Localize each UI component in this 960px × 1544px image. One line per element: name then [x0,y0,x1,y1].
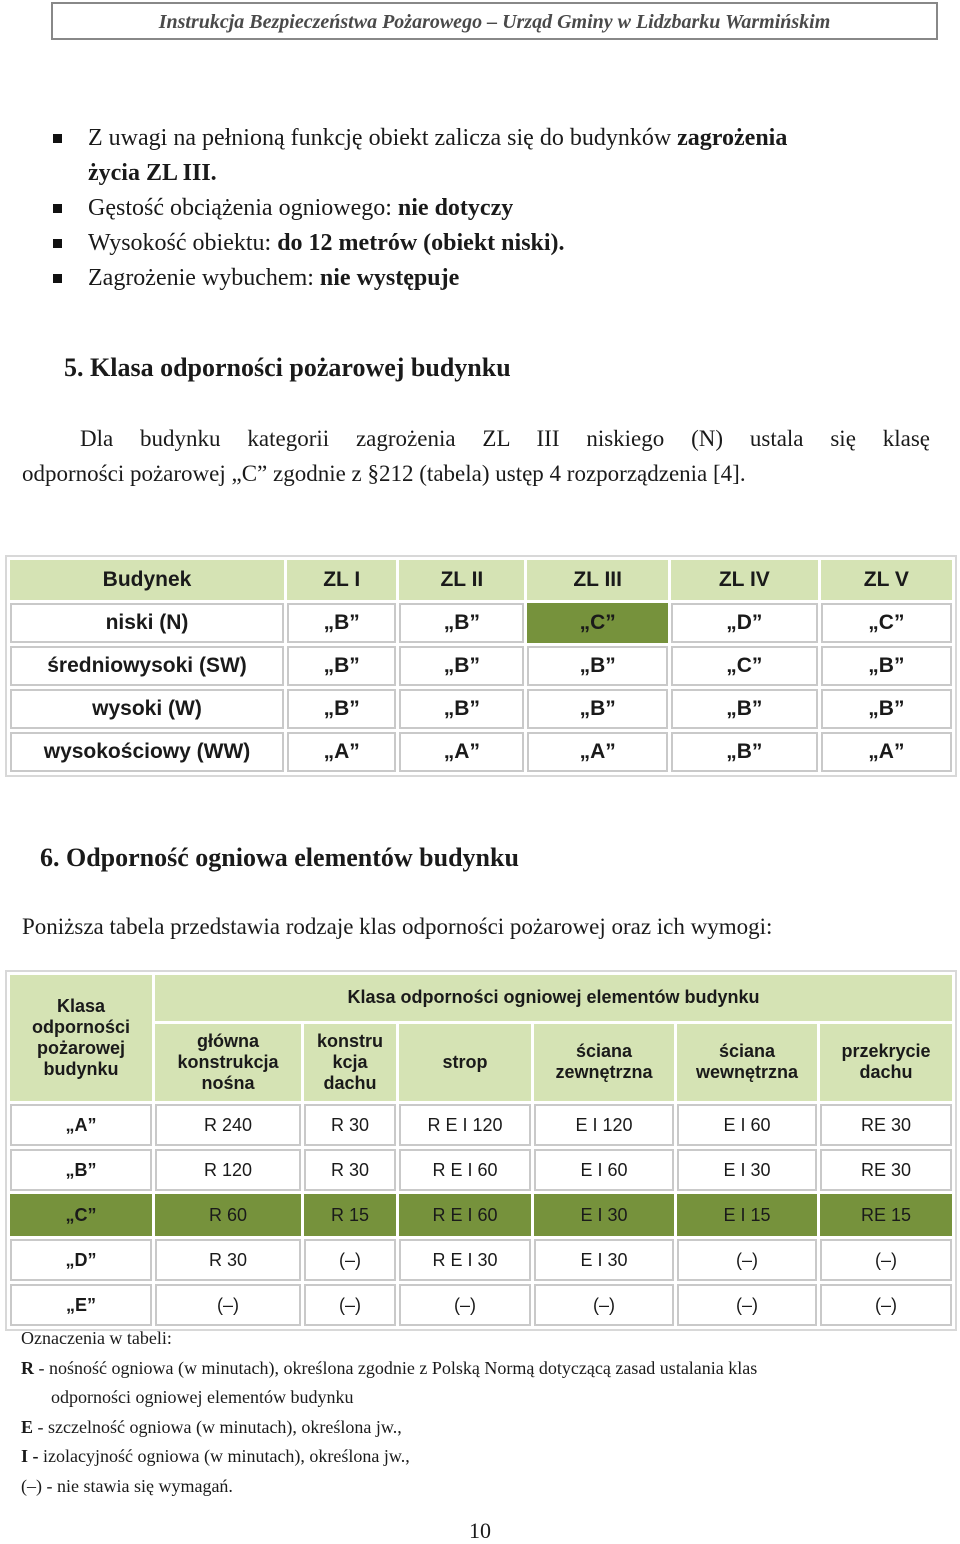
table-cell: „B” [399,646,524,686]
table-cell: (–) [304,1239,396,1281]
table-row [10,646,952,686]
class-label: „E” [10,1284,152,1326]
table-cell: E I 30 [534,1239,674,1281]
table-cell: E I 60 [534,1149,674,1191]
table-legend [21,1324,921,1501]
table-cell: E I 15 [677,1194,817,1236]
square-bullet-icon [53,134,62,143]
row-label: niski (N) [10,603,284,643]
square-bullet-icon [53,274,62,283]
square-bullet-icon [53,204,62,213]
table-cell: E I 30 [677,1149,817,1191]
fire-resistance-table [5,970,957,1331]
legend-item-i: I - izolacyjność ogniowa (w minutach), określona jw., [21,1446,410,1466]
table-row [10,1149,952,1191]
document-header: Instrukcja Bezpieczeństwa Pożarowego – Urząd Gminy w Lidzbarku Warmińskim [51,2,938,40]
column-header: główna konstrukcja nośna [155,1024,301,1101]
legend-item-r: R - nośność ogniowa (w minutach), określona zgodnie z Polską Normą dotyczącą zasad ustalania klas [21,1357,758,1378]
table-row [10,603,952,643]
table-cell: „B” [821,646,952,686]
row-label: średniowysoki (SW) [10,646,284,686]
table-cell: „A” [287,732,396,772]
table-cell: R 240 [155,1104,301,1146]
section-6-intro: Poniższa tabela przedstawia rodzaje klas odporności pożarowej oraz ich wymogi: [22,914,773,939]
table-cell: „B” [399,603,524,643]
table-cell: „B” [527,689,668,729]
class-label: „C” [10,1194,152,1236]
bullet-item: Gęstość obciążenia ogniowego: nie dotyczy [50,191,930,226]
corner-header: Klasa odporności pożarowej budynku [10,975,152,1101]
bullet-item: Zagrożenie wybuchem: nie występuje [50,261,930,296]
section-5-paragraph: Dla budynku kategorii zagrożenia ZL III niskiego (N) ustala się klasę odporności pożarowej „C” zgodnie z §212 (tabela) ustęp 4 rozporządzenia [4]. [22,426,930,486]
table-cell: R 15 [304,1194,396,1236]
table-cell: E I 30 [534,1194,674,1236]
section-5-heading: 5. Klasa odporności pożarowej budynku [64,353,511,382]
table-cell: E I 60 [677,1104,817,1146]
table-cell: R 60 [155,1194,301,1236]
column-header: ZL IV [671,560,818,600]
table-cell: „C” [671,646,818,686]
table-cell: „A” [527,732,668,772]
table-cell: (–) [399,1284,531,1326]
table-header-row [10,560,952,600]
table-cell: R 30 [304,1149,396,1191]
table-cell: „B” [399,689,524,729]
table-cell: R E I 60 [399,1149,531,1191]
column-header: konstru kcja dachu [304,1024,396,1101]
table-cell: „B” [287,689,396,729]
table-cell: E I 120 [534,1104,674,1146]
column-header: ZL II [399,560,524,600]
table-row [10,1104,952,1146]
table-cell: (–) [155,1284,301,1326]
table-cell: (–) [534,1284,674,1326]
table-cell: „B” [287,646,396,686]
bullet-item: Z uwagi na pełnioną funkcję obiekt zalicza się do budynków zagrożenia życia ZL III. [50,121,930,191]
table-cell: „B” [821,689,952,729]
table-row [10,1284,952,1326]
table-cell: „B” [671,732,818,772]
table-row [10,1239,952,1281]
row-label: wysokościowy (WW) [10,732,284,772]
square-bullet-icon [53,239,62,248]
table-cell: (–) [304,1284,396,1326]
column-header: ściana zewnętrzna [534,1024,674,1101]
column-header: Budynek [10,560,284,600]
table-cell: (–) [820,1284,952,1326]
legend-title: Oznaczenia w tabeli: [21,1328,172,1348]
section-6-heading: 6. Odporność ogniowa elementów budynku [40,843,519,872]
table-cell: RE 30 [820,1149,952,1191]
table-cell: „B” [287,603,396,643]
column-header: przekrycie dachu [820,1024,952,1101]
column-header: ZL V [821,560,952,600]
highlighted-cell: „C” [527,603,668,643]
table-cell: (–) [677,1239,817,1281]
table-header-row [10,975,952,1021]
highlighted-row [10,1194,952,1236]
bullet-item: Wysokość obiektu: do 12 metrów (obiekt niski). [50,226,930,261]
fire-class-table [5,555,957,777]
table-cell: R E I 30 [399,1239,531,1281]
legend-item-e: E - szczelność ogniowa (w minutach), określona jw., [21,1416,402,1437]
table-cell: R 30 [304,1104,396,1146]
table-cell: „A” [399,732,524,772]
row-label: wysoki (W) [10,689,284,729]
column-header: ściana wewnętrzna [677,1024,817,1101]
class-label: „D” [10,1239,152,1281]
table-cell: „B” [527,646,668,686]
table-cell: „A” [821,732,952,772]
table-cell: RE 30 [820,1104,952,1146]
legend-item-dash: (–) - nie stawia się wymagań. [21,1475,233,1496]
class-label: „B” [10,1149,152,1191]
table-cell: (–) [820,1239,952,1281]
table-cell: R E I 120 [399,1104,531,1146]
column-header: ZL I [287,560,396,600]
table-cell: „B” [671,689,818,729]
column-header: strop [399,1024,531,1101]
class-label: „A” [10,1104,152,1146]
table-cell: (–) [677,1284,817,1326]
column-header: ZL III [527,560,668,600]
page-number: 10 [469,1518,491,1543]
table-cell: R 30 [155,1239,301,1281]
table-cell: R 120 [155,1149,301,1191]
table-row [10,732,952,772]
table-cell: R E I 60 [399,1194,531,1236]
bullet-list [50,121,930,296]
legend-item-r-continued: odporności ogniowej elementów budynku [51,1387,354,1407]
table-cell: „C” [821,603,952,643]
table-cell: „D” [671,603,818,643]
table-cell: RE 15 [820,1194,952,1236]
table-row [10,689,952,729]
group-header: Klasa odporności ogniowej elementów budynku [155,975,952,1021]
